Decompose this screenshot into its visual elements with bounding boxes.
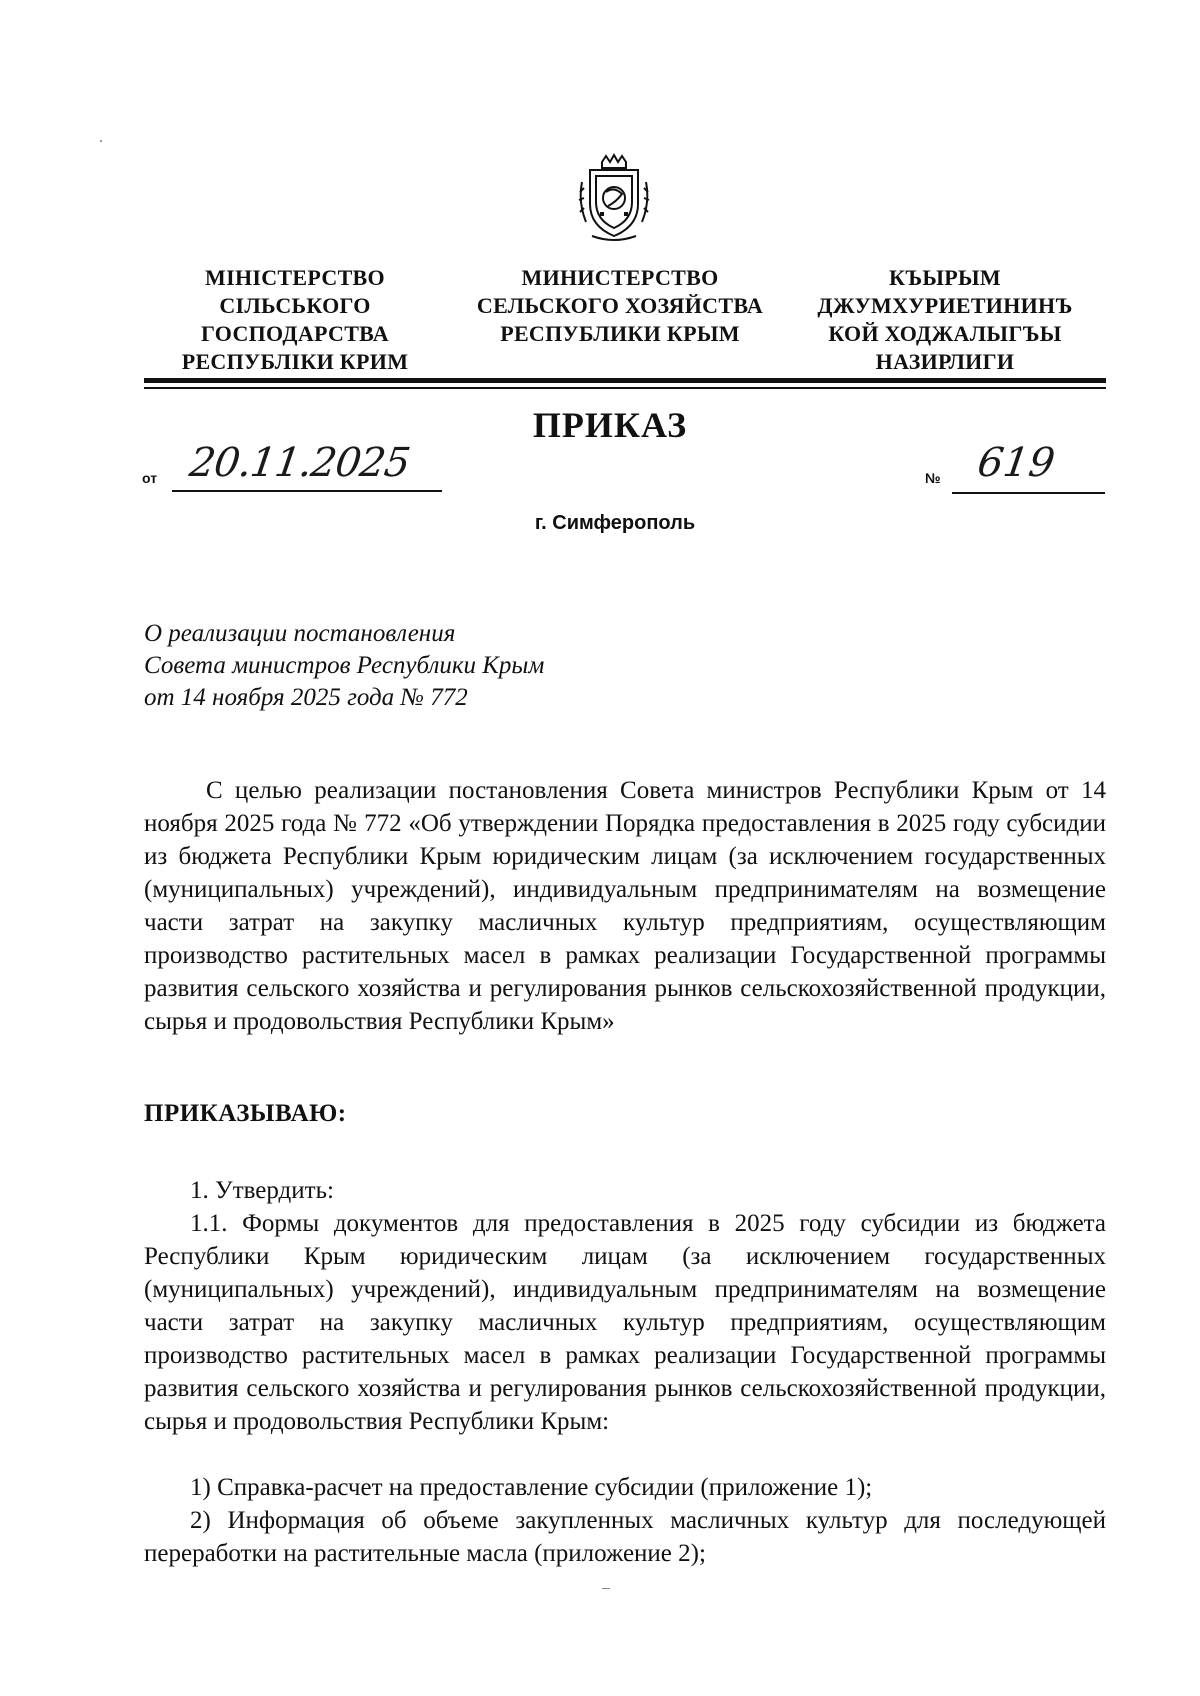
ministry-ru-line: РЕСПУБЛИКИ КРЫМ <box>500 321 740 346</box>
ministry-ua-line: СІЛЬСЬКОГО <box>219 293 371 318</box>
order-heading: ПРИКАЗЫВАЮ: <box>144 1100 347 1127</box>
subject-line: Совета министров Республики Крым <box>144 652 545 679</box>
ministry-ua-line: МІНІСТЕРСТВО <box>205 265 385 290</box>
ministry-crh-line: КОЙ ХОДЖАЛЫГЪЫ <box>828 321 1062 346</box>
document-subject <box>144 618 704 714</box>
ministry-ua-line: РЕСПУБЛІКИ КРИМ <box>181 349 409 374</box>
number-label: № <box>925 470 941 486</box>
item-1-1: 1.1. Формы документов для предоставления в 2025 году субсидии из бюджета Республики Крым юридическим лицам (за исключением государственных (муниципальных) учреждений), индивидуальным предпринимателям на возмещение части затрат на закупку масличных культур предприятиям, осуществляющим производство растительных масел в рамках реализации Государственной программы развития сельского хозяйства и регулирования рынков сельскохозяйственной продукции, сырья и продовольствия Республики Крым: <box>144 1210 1106 1435</box>
city-line: г. Симферополь <box>534 512 696 534</box>
handwritten-date: 20.11.2025 <box>186 440 413 486</box>
date-label: от <box>142 470 158 486</box>
subitem-2: 2) Информация об объеме закупленных масличных культур для последующей переработки на растительные масла (приложение 2); <box>144 1507 1106 1567</box>
subject-line: от 14 ноября 2025 года № 772 <box>144 684 468 711</box>
header-divider-thin <box>144 387 1106 389</box>
item-1: 1. Утвердить: <box>190 1177 334 1204</box>
subitem-1: 1) Справка-расчет на предоставление субсидии (приложение 1); <box>190 1474 873 1501</box>
ministry-crh-line: ДЖУМХУРИЕТИНИНЪ <box>817 293 1073 318</box>
ministry-crh-line: КЪЫРЫМ <box>889 265 1001 290</box>
page-mark <box>602 1588 610 1589</box>
document-type-title: ПРИКАЗ <box>532 405 688 445</box>
ministry-ua-line: ГОСПОДАРСТВА <box>201 321 389 346</box>
ministry-name-ru <box>460 264 780 348</box>
preamble-paragraph: С целью реализации постановления Совета министров Республики Крым от 14 ноября 2025 года № 772 «Об утверждении Порядка предоставления в 2025 году субсидии из бюджета Республики Крым юридическим лицам (за исключением государственных (муниципальных) учреждений), индивидуальным предпринимателям на возмещение части затрат на закупку масличных культур предприятиям, осуществляющим производство растительных масел в рамках реализации Государственной программы развития сельского хозяйства и регулирования рынков сельскохозяйственной продукции, сырья и продовольствия Республики Крым» <box>144 777 1106 1035</box>
number-underline <box>952 492 1105 494</box>
ministry-crh-line: НАЗИРЛИГИ <box>875 349 1015 374</box>
subject-line: О реализации постановления <box>144 620 456 647</box>
ministry-ru-line: МИНИСТЕРСТВО <box>521 265 719 290</box>
handwritten-number: 619 <box>974 440 1058 486</box>
scan-speck <box>100 140 102 142</box>
header-divider-thick <box>144 378 1106 383</box>
date-underline <box>172 490 442 492</box>
ministry-ru-line: СЕЛЬСКОГО ХОЗЯЙСТВА <box>476 293 764 318</box>
ministry-name-crh <box>800 264 1090 376</box>
crimea-coat-of-arms-icon <box>576 152 652 242</box>
ministry-name-ua <box>170 264 420 376</box>
